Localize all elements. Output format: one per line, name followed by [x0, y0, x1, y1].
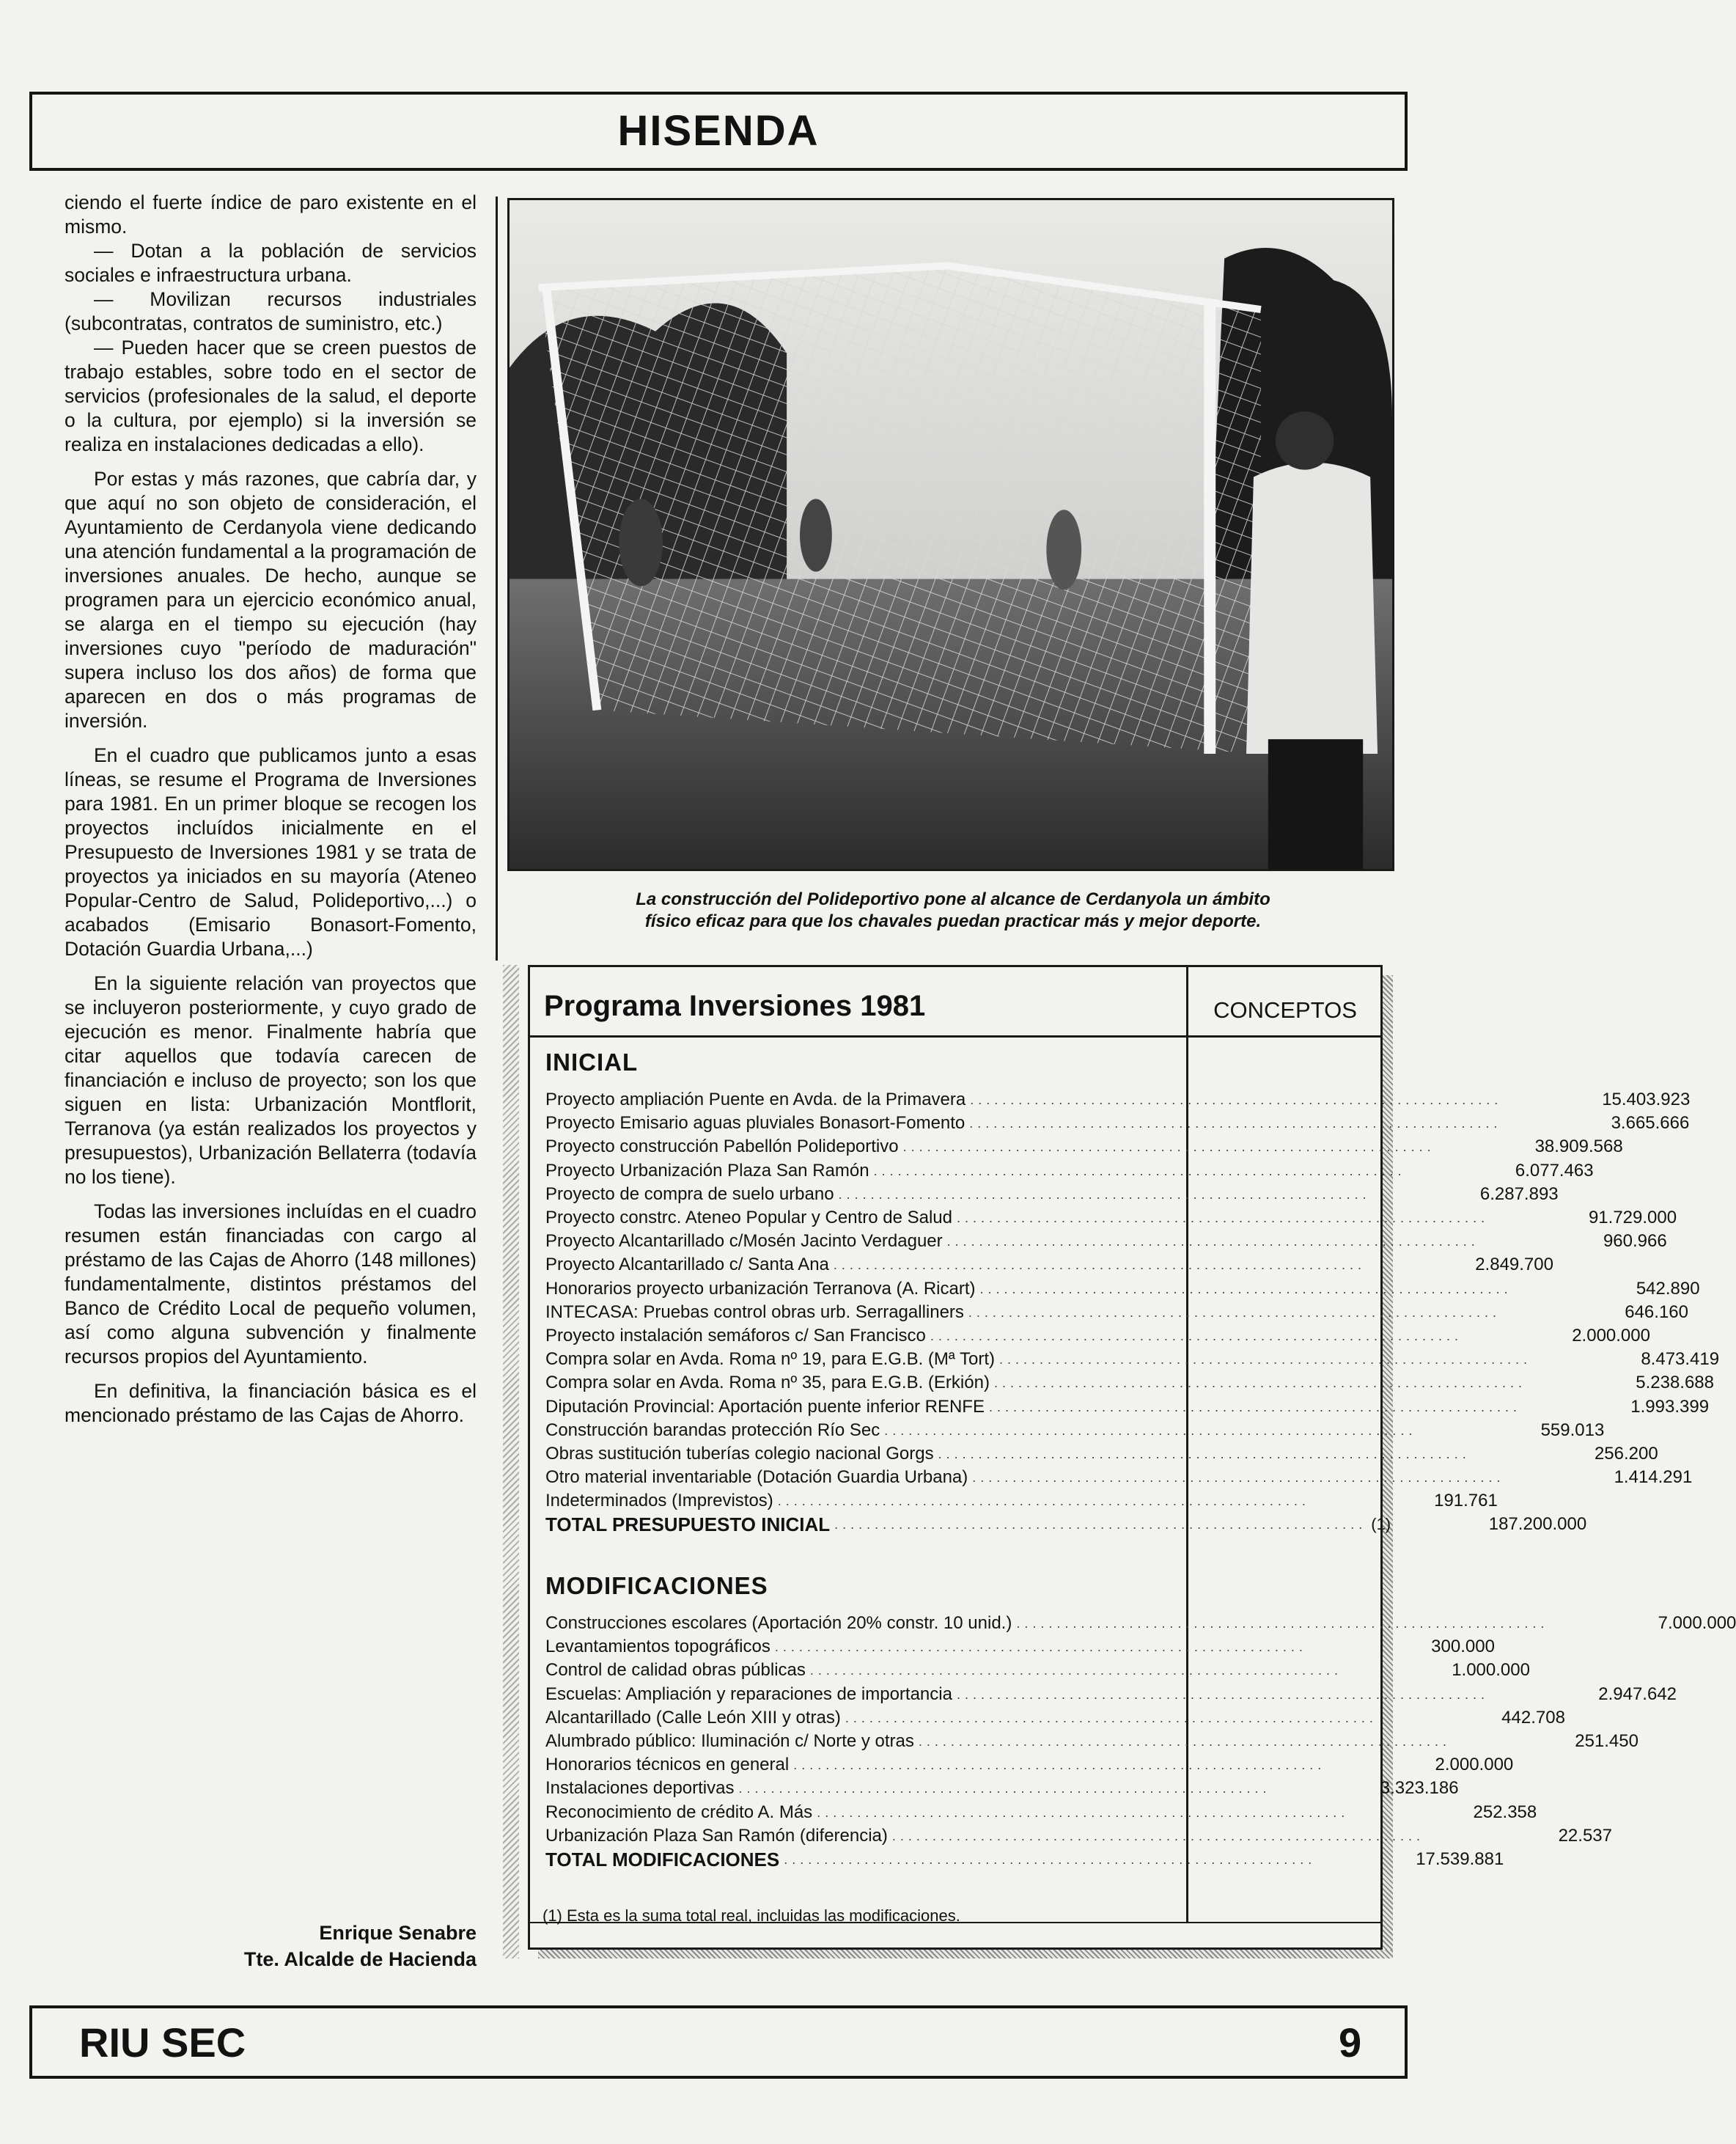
- article-paragraph: En el cuadro que publicamos junto a esas líneas, se resume el Programa de Inversiones para 1981. En un primer bloque se recogen los proyectos incluídos inicialmente en el Presupuesto de Inversiones 1981 y se trata de proyectos ya iniciados en su mayoría (Ateneo Popular-Centro de Salud, Polideportivo,...) o acabados (Emisario Bonasort-Fomento, Dotación Guardia Urbana,...): [65, 744, 477, 960]
- table-row: [545, 1419, 1605, 1442]
- table-column-header: CONCEPTOS: [1213, 997, 1357, 1023]
- row-label: Proyecto Alcantarillado c/Mosén Jacinto Verdaguer: [545, 1231, 943, 1252]
- table-row: [545, 1466, 1693, 1489]
- row-value: 300.000: [1431, 1637, 1495, 1657]
- table-row: [545, 1088, 1691, 1112]
- article-paragraph: En definitiva, la financiación básica es el mencionado préstamo de las Cajas de Ahorro.: [65, 1380, 477, 1426]
- table-total-row: [545, 1513, 1587, 1536]
- photo-caption: [513, 889, 1393, 933]
- leader-dots: ..................................................................: [834, 1517, 1367, 1532]
- table-row: [545, 1253, 1553, 1277]
- article-paragraph: — Pueden hacer que se creen puestos de trabajo estables, sobre todo en el sector de servicios (profesionales de la salud, el deporte o la cultura, por ejemplo) si la inversión se realiza en instalaciones dedicadas a ello).: [65, 337, 477, 455]
- row-value: 252.358: [1473, 1802, 1537, 1822]
- article-paragraph: En la siguiente relación van proyectos que se incluyeron posteriormente, y cuyo grado de ejecución es menor. Finalmente habría que citar aquellos que todavía carecen de financiación e incluso de proyecto; son los que siguen en lista: Urbanización Montflorit, Terranova (ya están realizados los proyectos y presupuestos), Urbanización Bellaterra (todavía no los tiene).: [65, 972, 477, 1188]
- total-value: 187.200.000: [1488, 1514, 1587, 1535]
- leader-dots: ..................................................................: [891, 1828, 1424, 1843]
- total-note-mark: (1): [1371, 1515, 1391, 1534]
- table-row: [545, 1348, 1720, 1371]
- leader-dots: ..................................................................: [957, 1211, 1490, 1226]
- signature-role: Tte. Alcalde de Hacienda: [243, 1948, 477, 1970]
- row-label: Levantamientos topográficos: [545, 1637, 770, 1657]
- table-row: [545, 1324, 1650, 1348]
- leader-dots: ..................................................................: [918, 1734, 1451, 1750]
- table-row: [545, 1659, 1530, 1682]
- row-label: Proyecto Emisario aguas pluviales Bonasort-Fomento: [545, 1113, 966, 1134]
- modificaciones-rows: [545, 1612, 1736, 1871]
- row-value: 7.000.000: [1658, 1613, 1736, 1634]
- leader-dots: ..................................................................: [1016, 1616, 1549, 1631]
- leader-dots: ..................................................................: [784, 1851, 1317, 1867]
- row-label: Proyecto ampliación Puente en Avda. de la Primavera: [545, 1090, 966, 1110]
- leader-dots: ..................................................................: [969, 1116, 1502, 1131]
- leader-dots: ..................................................................: [774, 1640, 1307, 1655]
- table-shadow-left: [503, 965, 519, 1958]
- leader-dots: ..................................................................: [972, 1470, 1505, 1486]
- leader-dots: ..................................................................: [838, 1186, 1371, 1202]
- page-number: 9: [1339, 2019, 1362, 2066]
- row-label: Proyecto Alcantarillado c/ Santa Ana: [545, 1255, 829, 1275]
- table-row: [545, 1635, 1495, 1659]
- row-value: 6.077.463: [1515, 1160, 1594, 1181]
- row-value: 38.909.568: [1534, 1137, 1623, 1157]
- row-label: Honorarios técnicos en general: [545, 1755, 790, 1775]
- article-paragraph: — Movilizan recursos industriales (subcontratas, contratos de suministro, etc.): [65, 288, 477, 334]
- table-row: [545, 1801, 1537, 1824]
- table-row: [545, 1683, 1677, 1706]
- section-title: HISENDA: [617, 107, 820, 155]
- leader-dots: ..................................................................: [956, 1686, 1490, 1702]
- leader-dots: ..................................................................: [930, 1328, 1463, 1343]
- leader-dots: ..................................................................: [999, 1352, 1532, 1367]
- row-value: 646.160: [1625, 1302, 1688, 1322]
- table-total-row: [545, 1848, 1504, 1871]
- total-label: TOTAL MODIFICACIONES: [545, 1848, 780, 1871]
- table-row: [545, 1183, 1559, 1206]
- leader-dots: ..................................................................: [979, 1281, 1512, 1296]
- leader-dots: ..................................................................: [777, 1494, 1310, 1509]
- article-paragraph: Todas las inversiones incluídas en el cuadro resumen están financiadas con cargo al préstamo de las Cajas de Ahorro (148 millones) fundamentalmente, distintos préstamos del Banco de Crédito Local de pequeño volumen, así como alguna subvención y finalmente recursos propios del Ayuntamiento.: [65, 1200, 477, 1367]
- row-label: Diputación Provincial: Aportación puente inferior RENFE: [545, 1396, 985, 1417]
- table-shadow-bottom: [538, 1950, 1393, 1958]
- leader-dots: ..................................................................: [902, 1139, 1435, 1155]
- caption-line-1: La construcción del Polideportivo pone al alcance de Cerdanyola un ámbito: [636, 889, 1270, 909]
- section-modificaciones-heading: MODIFICACIONES: [545, 1572, 768, 1599]
- article-paragraph: Por estas y más razones, que cabría dar, y que aquí no son objeto de consideración, el Ayuntamiento de Cerdanyola viene dedicando una atención fundamental a la programación de inversiones anuales. De hecho, aunque se programen para un ejercicio económico anual, se alarga en el tiempo su ejecución (hay inversiones cuyo "período de maduración" supera incluso los dos años) de forma que aparecen en dos o más programas de inversión.: [65, 468, 477, 732]
- table-title: Programa Inversiones 1981: [544, 990, 926, 1022]
- row-label: Alcantarillado (Calle León XIII y otras): [545, 1707, 841, 1728]
- row-label: Alumbrado público: Iluminación c/ Norte y otras: [545, 1731, 914, 1752]
- leader-dots: ..................................................................: [809, 1663, 1342, 1678]
- row-label: Compra solar en Avda. Roma nº 35, para E.G.B. (Erkión): [545, 1373, 990, 1393]
- row-value: 251.450: [1575, 1731, 1638, 1752]
- row-label: Control de calidad obras públicas: [545, 1660, 806, 1681]
- leader-dots: ..................................................................: [845, 1710, 1378, 1725]
- row-label: Obras sustitución tuberías colegio nacional Gorgs: [545, 1443, 934, 1464]
- leader-dots: ..................................................................: [938, 1446, 1471, 1461]
- photo-illustration: [510, 200, 1392, 869]
- leader-dots: ..................................................................: [833, 1258, 1366, 1273]
- publication-name: RIU SEC: [79, 2019, 246, 2066]
- table-row: [545, 1112, 1690, 1135]
- row-label: Proyecto construcción Pabellón Polideportivo: [545, 1137, 899, 1157]
- table-row: [545, 1135, 1623, 1159]
- article-paragraph: ciendo el fuerte índice de paro existente en el mismo.: [65, 191, 477, 238]
- row-value: 256.200: [1594, 1443, 1658, 1464]
- leader-dots: ..................................................................: [970, 1093, 1503, 1108]
- table-row: [545, 1230, 1667, 1253]
- row-value: 2.849.700: [1475, 1255, 1553, 1275]
- table-row: [545, 1730, 1638, 1753]
- row-value: 1.414.291: [1614, 1467, 1693, 1488]
- row-label: Escuelas: Ampliación y reparaciones de importancia: [545, 1684, 952, 1704]
- leader-dots: ..................................................................: [793, 1758, 1326, 1773]
- table-row: [545, 1159, 1594, 1183]
- row-value: 6.287.893: [1479, 1183, 1559, 1204]
- row-value: 3.665.666: [1611, 1113, 1690, 1134]
- row-label: Construcción barandas protección Río Sec: [545, 1420, 880, 1440]
- row-label: Proyecto Urbanización Plaza San Ramón: [545, 1160, 869, 1181]
- leader-dots: ..................................................................: [968, 1304, 1501, 1320]
- article-signature: [65, 1920, 477, 1972]
- table-row: [545, 1206, 1677, 1230]
- leader-dots: ..................................................................: [993, 1376, 1527, 1391]
- row-label: Urbanización Plaza San Ramón (diferencia): [545, 1825, 888, 1846]
- table-row: [545, 1442, 1658, 1466]
- row-value: 191.761: [1434, 1491, 1498, 1511]
- table-row: [545, 1301, 1688, 1324]
- row-value: 91.729.000: [1588, 1208, 1677, 1228]
- table-row: [545, 1753, 1514, 1777]
- row-label: Indeterminados (Imprevistos): [545, 1491, 773, 1511]
- row-label: INTECASA: Pruebas control obras urb. Serragalliners: [545, 1302, 964, 1322]
- row-value: 22.537: [1558, 1825, 1612, 1846]
- row-label: Construcciones escolares (Aportación 20% constr. 10 unid.): [545, 1613, 1012, 1634]
- row-label: Otro material inventariable (Dotación Guardia Urbana): [545, 1467, 968, 1488]
- row-value: 5.238.688: [1636, 1373, 1715, 1393]
- article-paragraph: — Dotan a la población de servicios sociales e infraestructura urbana.: [65, 240, 477, 286]
- total-value: 17.539.881: [1416, 1849, 1504, 1869]
- table-header-rule: [528, 1035, 1383, 1038]
- row-value: 15.403.923: [1602, 1090, 1691, 1110]
- row-label: Proyecto instalación semáforos c/ San Francisco: [545, 1325, 926, 1345]
- total-label: TOTAL PRESUPUESTO INICIAL: [545, 1513, 831, 1536]
- row-value: 1.993.399: [1630, 1396, 1710, 1417]
- article-text-column: [65, 191, 477, 1428]
- column-divider: [496, 197, 498, 961]
- table-row: [545, 1395, 1710, 1418]
- row-value: 8.473.419: [1641, 1349, 1720, 1370]
- table-row: [545, 1706, 1565, 1730]
- leader-dots: ..................................................................: [873, 1163, 1406, 1178]
- inicial-rows: [545, 1088, 1720, 1537]
- leader-dots: ..................................................................: [884, 1422, 1417, 1438]
- table-row: [545, 1824, 1612, 1848]
- signature-name: Enrique Senabre: [319, 1922, 477, 1944]
- row-value: 542.890: [1636, 1278, 1700, 1299]
- row-label: Honorarios proyecto urbanización Terranova (A. Ricart): [545, 1278, 976, 1299]
- row-value: 2.000.000: [1572, 1325, 1650, 1345]
- leader-dots: ..................................................................: [817, 1805, 1350, 1820]
- table-row: [545, 1371, 1715, 1395]
- row-label: Compra solar en Avda. Roma nº 19, para E.G.B. (Mª Tort): [545, 1349, 996, 1370]
- table-row: [545, 1612, 1736, 1635]
- table-footnote: (1) Esta es la suma total real, incluidas las modificaciones.: [542, 1906, 960, 1925]
- row-value: 1.000.000: [1452, 1660, 1530, 1681]
- leader-dots: ..................................................................: [988, 1399, 1522, 1414]
- row-label: Reconocimiento de crédito A. Más: [545, 1802, 813, 1822]
- row-value: 559.013: [1540, 1420, 1605, 1440]
- leader-dots: ..................................................................: [946, 1234, 1479, 1249]
- row-value: 960.966: [1603, 1231, 1667, 1252]
- football-goal-photo: [507, 198, 1394, 871]
- table-row: [545, 1277, 1700, 1301]
- table-row: [545, 1777, 1459, 1800]
- table-row: [545, 1489, 1498, 1513]
- row-value: 2.947.642: [1598, 1684, 1677, 1704]
- row-value: 3.323.186: [1380, 1778, 1459, 1799]
- caption-line-2: físico eficaz para que los chavales puedan practicar más y mejor deporte.: [644, 911, 1262, 931]
- leader-dots: ..................................................................: [738, 1781, 1271, 1796]
- section-inicial-heading: INICIAL: [545, 1049, 639, 1076]
- row-label: Instalaciones deportivas: [545, 1778, 735, 1799]
- row-value: 2.000.000: [1435, 1755, 1514, 1775]
- row-label: Proyecto de compra de suelo urbano: [545, 1183, 834, 1204]
- row-label: Proyecto constrc. Ateneo Popular y Centro de Salud: [545, 1208, 952, 1228]
- row-value: 442.708: [1501, 1707, 1565, 1728]
